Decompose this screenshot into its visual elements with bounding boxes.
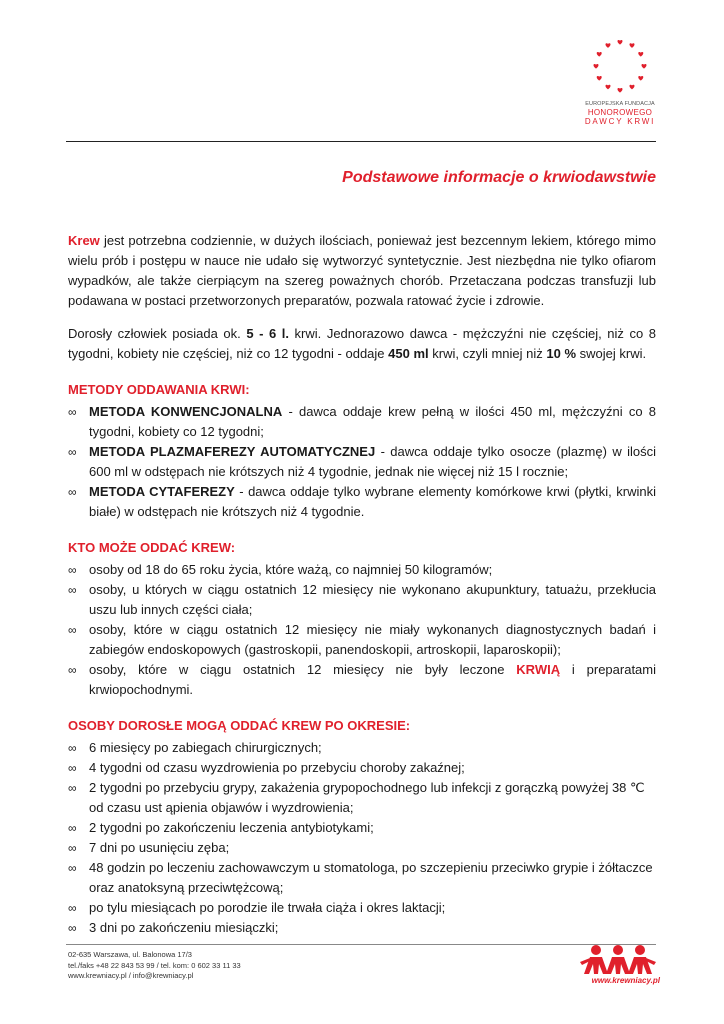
list-item	[68, 560, 656, 580]
logo-line-3: DAWCY KRWI	[584, 116, 656, 126]
method-text: - dawca oddaje tylko wybrane elementy komórkowe krwi (płytki, krwinki białe) w odstępach nie krótszych niż 4 tygodnie.	[89, 484, 656, 519]
list-item	[68, 442, 656, 482]
heart-icon	[617, 40, 622, 45]
list-item	[68, 918, 656, 938]
after-text: 6 miesięcy po zabiegach chirurgicznych;	[89, 740, 322, 755]
heart-icon	[605, 85, 610, 90]
logo-line-2: HONOROWEGO	[587, 107, 653, 117]
document-title: Podstawowe informacje o krwiodawstwie	[342, 169, 656, 186]
footer-contact	[68, 950, 241, 982]
list-item	[68, 620, 656, 660]
after-list	[68, 738, 656, 938]
intro-paragraph-2	[68, 324, 656, 364]
after-text: 3 dni po zakończeniu miesiączki;	[89, 920, 279, 935]
list-item	[68, 402, 656, 442]
heart-icon	[617, 88, 622, 93]
people-group-icon	[576, 944, 660, 978]
who-heading: KTO MOŻE ODDAĆ KREW:	[68, 540, 236, 555]
bullet-icon: ∞	[68, 921, 77, 935]
list-item	[68, 778, 656, 818]
bullet-icon: ∞	[68, 841, 77, 855]
header-divider	[66, 141, 656, 142]
heart-ring-icon	[578, 36, 662, 100]
methods-heading: METODY ODDAWANIA KRWI:	[68, 382, 250, 397]
bullet-icon: ∞	[68, 405, 77, 419]
intro-text-2g: swojej krwi.	[576, 346, 647, 361]
bullet-icon: ∞	[68, 583, 77, 597]
bullet-icon: ∞	[68, 663, 77, 677]
method-text: - dawca oddaje tylko osocze (plazmę) w ilości 600 ml w odstępach nie krótszych niż 4 tygodnie, jednak nie więcej niż 15 l rocznie;	[89, 444, 656, 479]
bullet-icon: ∞	[68, 623, 77, 637]
heart-icon	[605, 43, 610, 48]
bullet-icon: ∞	[68, 485, 77, 499]
krewniacy-logo	[576, 944, 660, 988]
list-item	[68, 858, 656, 898]
bullet-icon: ∞	[68, 761, 77, 775]
donation-volume: 450 ml	[388, 346, 429, 361]
heart-icon	[593, 64, 598, 69]
heart-icon	[641, 64, 646, 69]
after-heading: OSOBY DOROSŁE MOGĄ ODDAĆ KREW PO OKRESIE:	[68, 718, 411, 733]
logo-line-1: EUROPEJSKA FUNDACJA	[585, 101, 655, 107]
intro-paragraph-1	[68, 231, 656, 311]
method-text: - dawca oddaje krew pełną w ilości 450 ml, mężczyźni co 8 tygodni, kobiety co 12 tygodni;	[89, 404, 657, 439]
after-text: po tylu miesiącach po porodzie ile trwała ciąża i okres laktacji;	[89, 900, 446, 915]
logo-url[interactable]: www.krewniacy.pl	[591, 976, 660, 985]
blood-volume: 5 - 6 l.	[246, 326, 289, 341]
who-text: i preparatami krwiopochodnymi.	[89, 662, 656, 697]
foundation-logo	[578, 36, 662, 134]
bullet-icon: ∞	[68, 445, 77, 459]
bullet-icon: ∞	[68, 563, 77, 577]
heart-icon	[629, 43, 634, 48]
bullet-icon: ∞	[68, 821, 77, 835]
footer-phones: tel./faks +48 22 843 53 99 / tel. kom: 0 602 33 11 33	[68, 960, 241, 970]
intro-text-2c: krwi. Jednorazowo dawca - mężczyźni nie częściej, niż co 8 tygodni, kobiety nie częściej, niż co 12 tygodni - oddaje	[68, 326, 656, 361]
after-text: 48 godzin po leczeniu zachowawczym u stomatologa, po szczepieniu przeciwko grypie i żółtaczce oraz anatoksyną przeciwtężcową;	[89, 860, 653, 895]
heart-icon	[597, 76, 602, 81]
heart-icon	[597, 52, 602, 57]
footer-divider	[66, 944, 656, 945]
keyword-krwia: KRWIĄ	[516, 662, 561, 677]
after-text: 2 tygodni po zakończeniu leczenia antybiotykami;	[89, 820, 374, 835]
intro-text-2a: Dorosły człowiek posiada ok.	[68, 326, 247, 341]
who-text: osoby, które w ciągu ostatnich 12 miesięcy nie były leczone	[89, 662, 517, 677]
footer-address: 02-635 Warszawa, ul. Balonowa 17/3	[68, 950, 192, 959]
document-body	[68, 231, 656, 938]
donation-percent: 10 %	[546, 346, 577, 361]
bullet-icon: ∞	[68, 741, 77, 755]
list-item	[68, 898, 656, 918]
intro-text-2e: krwi, czyli mniej niż	[428, 346, 547, 361]
method-name: METODA PLAZMAFEREZY AUTOMATYCZNEJ	[89, 444, 376, 459]
who-text: osoby od 18 do 65 roku życia, które ważą, co najmniej 50 kilogramów;	[89, 562, 493, 577]
after-text: 7 dni po usunięciu zęba;	[89, 840, 230, 855]
list-item	[68, 818, 656, 838]
list-item	[68, 482, 656, 522]
footer-web[interactable]: www.krewniacy.pl / info@krewniacy.pl	[68, 971, 194, 980]
who-text: osoby, u których w ciągu ostatnich 12 miesięcy nie wykonano akupunktury, tatuażu, przekłucia uszu lub innych części ciała;	[89, 582, 656, 617]
method-name: METODA CYTAFEREZY	[89, 484, 235, 499]
list-item	[68, 838, 656, 858]
intro-text-1: jest potrzebna codziennie, w dużych ilościach, ponieważ jest bezcennym lekiem, którego mimo wielu prób i postępu w nauce nie udało się wytworzyć syntetycznie. Jest niezbędna nie tylko ofiarom wypadków, ale także cierpiącym na szereg poważnych chorób. Przetaczana podczas transfuzji lub podawana w postaci przetworzonych preparatów, pozwala ratować życie i zdrowie.	[68, 233, 656, 308]
heart-icon	[638, 52, 643, 57]
bullet-icon: ∞	[68, 781, 77, 795]
heart-icon	[638, 76, 643, 81]
after-text: 2 tygodni po przebyciu grypy, zakażenia grypopochodnego lub infekcji z gorączką powyżej 38 ℃ od czasu ust ąpienia objawów i wyzdrowienia;	[89, 780, 645, 815]
bullet-icon: ∞	[68, 861, 77, 875]
method-name: METODA KONWENCJONALNA	[89, 404, 283, 419]
who-list	[68, 560, 656, 700]
methods-list	[68, 402, 656, 522]
list-item	[68, 580, 656, 620]
after-text: 4 tygodni od czasu wyzdrowienia po przebyciu choroby zakaźnej;	[89, 760, 465, 775]
list-item	[68, 758, 656, 778]
list-item	[68, 738, 656, 758]
heart-icon	[629, 85, 634, 90]
list-item	[68, 660, 656, 700]
keyword-krew: Krew	[68, 233, 100, 248]
who-text: osoby, które w ciągu ostatnich 12 miesięcy nie miały wykonanych diagnostycznych badań i zabiegów endoskopowych (gastroskopii, panendoskopii, artroskopii, laparoskopii);	[89, 622, 656, 657]
bullet-icon: ∞	[68, 901, 77, 915]
